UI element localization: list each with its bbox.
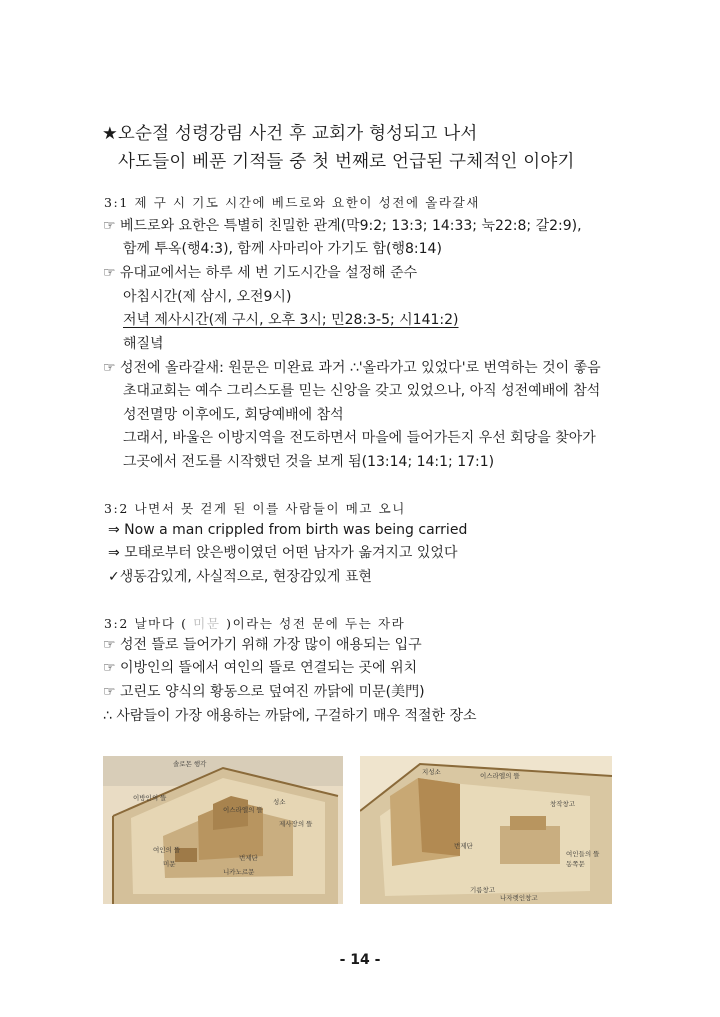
left-label: 성소 — [273, 798, 286, 806]
section-1-line: ☞ 베드로와 요한은 특별히 친밀한 관계(막9:2; 13:3; 14:33; 눅22:8; 갈2:9), — [103, 218, 582, 234]
page-number: - 14 - — [339, 952, 381, 968]
left-label: 여인의 뜰 — [153, 846, 181, 854]
section-3-line: ☞ 성전 뜰로 들어가기 위해 가장 많이 애용되는 입구 — [103, 637, 422, 653]
section-2-line: ⇒ 모태로부터 앉은뱅이였던 어떤 남자가 옮겨지고 있었다 — [108, 545, 458, 561]
section-1-title: 3:1 제 구 시 기도 시간에 베드로와 요한이 성전에 올라갈새 — [104, 195, 480, 210]
left-label: 니카노르문 — [223, 868, 255, 876]
section-1-line: ☞ 유대교에서는 하루 세 번 기도시간을 설정해 준수 — [103, 265, 418, 281]
section-3-title-start: 3:2 날마다 ( — [104, 616, 188, 631]
right-label: 이스라엘의 뜰 — [480, 772, 520, 780]
heading-line-1: ★오순절 성령강림 사건 후 교회가 형성되고 나서 — [102, 124, 478, 144]
left-label: 미문 — [163, 860, 176, 868]
section-1-line: 해질녘 — [123, 336, 164, 352]
right-label: 동쪽문 — [566, 860, 585, 868]
section-3-line: ☞ 고린도 양식의 황동으로 덮여진 까닭에 미문(美門) — [103, 684, 425, 700]
section-3-line: ☞ 이방인의 뜰에서 여인의 뜰로 연결되는 곳에 위치 — [103, 660, 418, 676]
section-3-title — [104, 614, 405, 632]
heading-line-2: 사도들이 베푼 기적들 중 첫 번째로 언급된 구체적인 이야기 — [118, 152, 575, 172]
section-2-title: 3:2 나면서 못 걷게 된 이를 사람들이 메고 오니 — [104, 501, 406, 516]
right-label: 나자렛인창고 — [500, 894, 538, 902]
right-label: 지성소 — [422, 768, 441, 776]
right-label: 번제단 — [454, 842, 473, 850]
section-3-line: ∴ 사람들이 가장 애용하는 까닭에, 구걸하기 매우 적절한 장소 — [103, 708, 477, 724]
right-label: 창작창고 — [550, 800, 576, 808]
section-1-line: 성전멸망 이후에도, 회당예배에 참석 — [123, 407, 344, 423]
left-label: 이방인의 뜰 — [133, 794, 167, 802]
right-label: 여인들의 뜰 — [566, 850, 600, 858]
section-3-title-blank: 미문 — [193, 616, 221, 631]
section-1-line: 아침시간(제 삼시, 오전9시) — [123, 289, 292, 305]
right-label: 기름창고 — [470, 886, 496, 894]
temple-illustration-right — [360, 756, 612, 904]
section-2-line: ⇒ Now a man crippled from birth was being carried — [108, 522, 468, 538]
left-label: 이스라엘의 뜰 — [223, 806, 263, 814]
section-1-line: ☞ 성전에 올라갈새: 원문은 미완료 과거 ∴'올라가고 있었다'로 번역하는 것이 좋음 — [103, 360, 601, 376]
left-label: 솔로몬 행각 — [173, 760, 207, 768]
section-1-line: 그래서, 바울은 이방지역을 전도하면서 마을에 들어가든지 우선 회당을 찾아가 — [123, 430, 596, 446]
section-1-line: 함께 투옥(행4:3), 함께 사마리아 가기도 함(행8:14) — [123, 241, 442, 257]
section-3-title-end: )이라는 성전 문에 두는 자라 — [226, 616, 406, 631]
section-1-line-underlined: 저녁 제사시간(제 구시, 오후 3시; 민28:3-5; 시141:2) — [123, 312, 459, 328]
section-2-line: ✓생동감있게, 사실적으로, 현장감있게 표현 — [108, 569, 372, 585]
left-label: 제사장의 뜰 — [279, 820, 313, 828]
left-label: 번제단 — [239, 854, 258, 862]
section-1-line: 초대교회는 예수 그리스도를 믿는 신앙을 갖고 있었으나, 아직 성전예배에 참석 — [123, 383, 601, 399]
section-1-line: 그곳에서 전도를 시작했던 것을 보게 됨(13:14; 14:1; 17:1) — [123, 454, 495, 470]
temple-illustration-left — [103, 756, 343, 904]
